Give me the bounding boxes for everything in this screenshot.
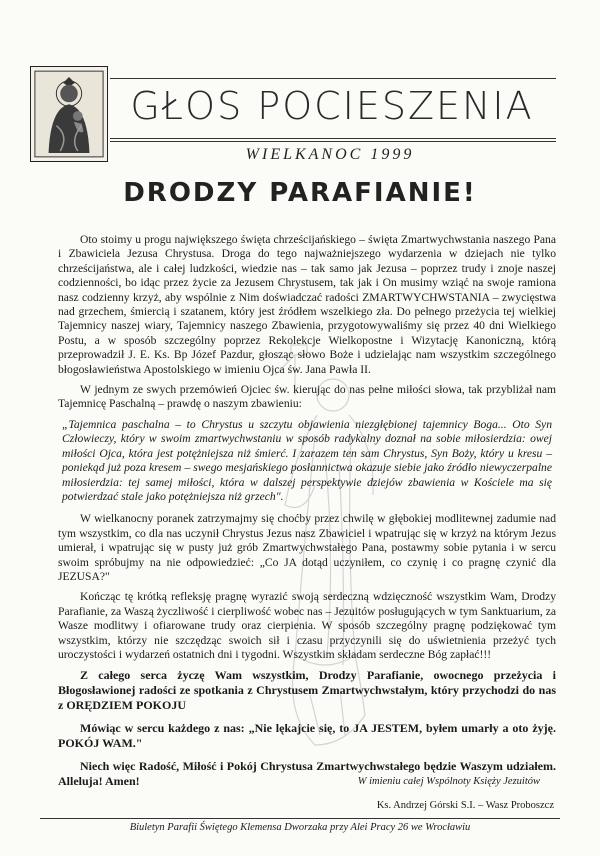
letter-body [58,233,556,797]
paragraph-pope: W jednym ze swych przemówień Ojciec św. kierując do nas pełne miłości słowa, tak przybliżał nam Tajemnicę Paschalną – prawdę o naszym zbawieniu: [58,383,556,411]
header-rule-top [110,78,556,79]
signature-community: W imieniu całej Wspólnoty Księży Jezuitów [357,776,540,787]
blessing-paragraph: Niech więc Radość, Miłość i Pokój Chrystusa Zmartwychwstałego będzie Waszym udziałem. Alleluja! Amen! [58,759,556,789]
madonna-icon [30,66,108,162]
wishes-paragraph: Z całego serca życzę Wam wszystkim, Drodzy Parafianie, owocnego przeżycia i Błogosławionej radości ze spotkania z Chrystusem Zmartwychwstałym, który przychodzi do nas z ORĘDZIEM POKOJU [58,668,556,713]
newsletter-title: GŁOS POCIESZENIA [130,84,534,128]
paragraph-reflection: W wielkanocny poranek zatrzymajmy się choćby przez chwilę w głębokiej modlitewnej zadumie nad tym wszystkim, co dla nas uczynił Chrystus Jezus nasz Zbawiciel i wpatrując się w krzyż na którym Jezus umierał, i wpatrując się w pusty już grób Zmartwychwstałego Pana, postawmy sobie pytania i w sercu swoim spróbujmy na nie odpowiedzieć: „Co JA dotąd uczyniłem, co czynię i co pragnę czynić dla JEZUSA?" [58,512,556,583]
peace-paragraph: Mówiąc w sercu każdego z nas: „Nie lękajcie się, to JA JESTEM, byłem umarły a oto żyję. POKÓJ WAM." [58,721,556,751]
header-rule-middle-2 [110,141,556,142]
paragraph-thanks: Kończąc tę krótką refleksję pragnę wyrazić swoją serdeczną wdzięczność wszystkim Wam, Drodzy Parafianie, za Waszą życzliwość i cierpliwość wobec nas – Jezuitów posługujących w tym Sanktuarium, za Wasze modlitwy i ofiarowane trudy oraz cierpienia. W sposób szczególny pragnę podziękować tym wszystkim, którzy nie szczędząc swoich sił i czasu przyczynili się do uświetnienia przeżyć tych uroczystości i wydarzeń ostatnich dni i tygodni. Wszystkim składam serdeczne Bóg zapłać!!! [58,590,556,661]
footer-rule [40,818,560,819]
signature-priest: Ks. Andrzej Górski S.I. – Wasz Proboszcz [376,800,554,811]
header-rule-middle [110,138,556,139]
footer-text: Biuletyn Parafii Świętego Klemensa Dworzaka przy Alei Pracy 26 we Wrocławiu [129,822,471,833]
greeting-heading: DRODZY PARAFIANIE! [123,178,477,208]
paragraph-intro: Oto stoimy u progu największego święta chrześcijańskiego – święta Zmartwychwstania naszego Pana i Zbawiciela Jezusa Chrystusa. Droga do tego najważniejszego wydarzenia w dziejach nie tylko chrześcijaństwa, ale i całej ludzkości, wiedzie nas – tak samo jak Jezusa – poprzez trudy i znoje naszej codzienności, bo idąc przez życie za Jezusem Chrystusem, tak jak i On musimy wziąć na swoje ramiona nasz codzienny krzyż, aby wspólnie z Nim doświadczać radości ZMARTWYCHWSTANIA – zwycięstwa nad grzechem, śmiercią i szatanem, który jest źródłem wszelkiego zła. Do pełnego przeżycia tej wielkiej Tajemnicy naszej wiary, Tajemnicy naszego Zbawienia, przygotowywaliśmy się przez 40 dni Wielkiego Postu, a w sposób szczególny poprzez Rekolekcje Wielkopostne i Wizytację Kanoniczną, którą przeprowadził J. E. Ks. Bp Józef Pazdur, głosząc słowo Boże i udzielając nam wszystkim szczególnego błogosławieństwa Apostolskiego w imieniu Ojca św. Jana Pawła II. [58,233,556,376]
pope-quote: „Tajemnica paschalna – to Chrystus u szczytu objawienia niezgłębionej tajemnicy Boga... Oto Syn Człowieczy, który w swoim zmartwychwstaniu w sposób radykalny doznał na sobie miłosierdzia: owej miłości Ojca, która jest potężniejsza niż śmierć. I zarazem ten sam Chrystus, Syn Boży, który u kresu – poniekąd już poza kresem – swego mesjańskiego posłannictwa okazuje siebie jako źródło niewyczerpalne miłosierdzia: tej samej miłości, która w dalszej perspektywie dziejów zbawienia w Kościele ma się potwierdzać stale jako potężniejsza niż grzech". [62,417,552,503]
edition-label: WIELKANOC 1999 [245,146,415,163]
